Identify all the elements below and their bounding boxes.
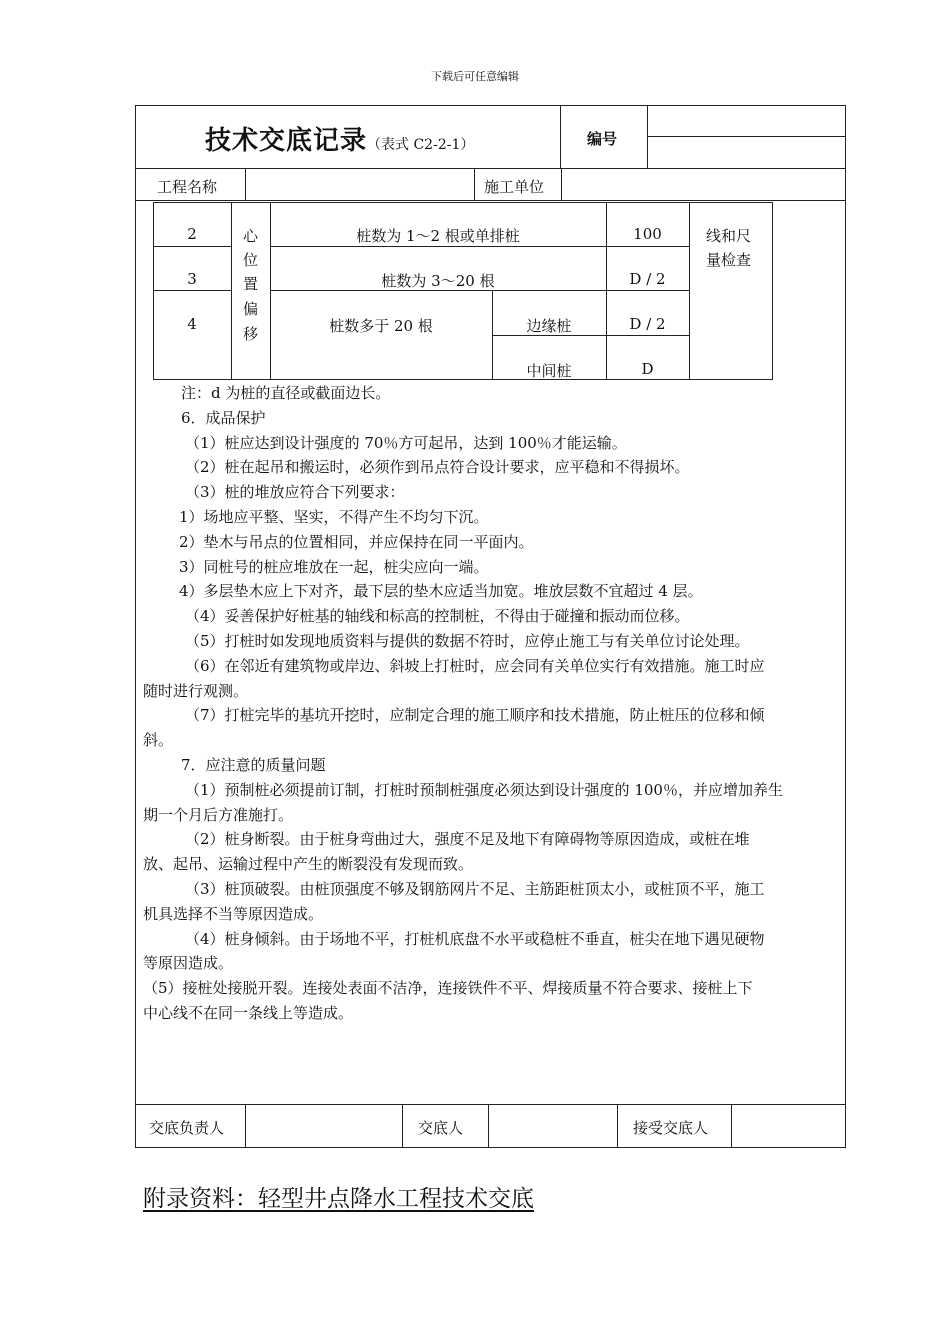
dev-group-char: 位 <box>242 251 258 269</box>
dev-sub-label: 边缘桩 <box>526 317 572 335</box>
body-line: （4）桩身倾斜。由于场地不平，打桩机底盘不水平或稳桩不垂直，桩尖在地下遇见硬物 <box>185 929 765 948</box>
form-title-text: 技术交底记录 <box>205 126 368 156</box>
body-line: 6．成品保护 <box>181 408 266 427</box>
body-line: （2）桩在起吊和搬运时，必须作到吊点符合设计要求，应平稳和不得损坏。 <box>185 458 690 477</box>
body-line: 1）场地应平整、坚实，不得产生不均匀下沉。 <box>179 507 489 526</box>
body-line: 7．应注意的质量问题 <box>181 755 326 774</box>
body-line: （2）桩身断裂。由于桩身弯曲过大，强度不足及地下有障碍物等原因造成，或桩在堆 <box>185 830 750 849</box>
body-line: （1）桩应达到设计强度的 70％方可起吊，达到 100％才能运输。 <box>185 433 627 452</box>
project-col3 <box>561 168 562 200</box>
number-field-1[interactable] <box>650 108 842 134</box>
body-line: 4）多层垫木应上下对齐，最下层的垫木应适当加宽。堆放层数不宜超过 4 层。 <box>179 582 703 601</box>
dev-row-value: D <box>641 360 654 378</box>
body-line: （3）桩的堆放应符合下列要求： <box>185 483 405 502</box>
dev-method-line: 线和尺 <box>706 227 752 245</box>
dev-row1-line-b <box>270 246 689 247</box>
number-split-line <box>647 136 846 137</box>
dev-group-char: 移 <box>242 325 258 343</box>
responsible-field[interactable] <box>248 1107 399 1145</box>
footer-col3 <box>488 1104 489 1148</box>
project-name-field[interactable] <box>248 171 470 197</box>
body-line: 等原因造成。 <box>143 954 234 973</box>
title-divider <box>560 105 561 168</box>
receiver-label: 接受交底人 <box>633 1119 709 1137</box>
dev-row-desc: 桩数为 3～20 根 <box>381 272 495 290</box>
footer-col4 <box>617 1104 618 1148</box>
body-line: 3）同桩号的桩应堆放在一起，桩尖应向一端。 <box>179 557 489 576</box>
body-line: 随时进行观测。 <box>143 681 249 700</box>
discloser-field[interactable] <box>491 1107 614 1145</box>
dev-row1-line-a <box>153 246 231 247</box>
dev-group-char: 偏 <box>242 300 258 318</box>
dev-row-desc: 桩数为 1～2 根或单排桩 <box>356 227 520 245</box>
body-line: （5）打桩时如发现地质资料与提供的数据不符时，应停止施工与有关单位讨论处理。 <box>185 631 750 650</box>
dev-sub-label: 中间桩 <box>526 362 572 380</box>
footer-col1 <box>245 1104 246 1148</box>
dev-group-char: 心 <box>242 227 258 245</box>
body-line: （6）在邻近有建筑物或岸边、斜坡上打桩时，应会同有关单位实行有效措施。施工时应 <box>185 656 765 675</box>
project-col1 <box>245 168 246 200</box>
dev-row-value: D / 2 <box>629 270 666 288</box>
form-code: （表式 C2-2-1） <box>367 137 475 153</box>
body-line: 机具选择不当等原因造成。 <box>143 904 324 923</box>
body-line: （3）桩顶破裂。由桩顶强度不够及钢筋网片不足、主筋距桩顶太小，或桩顶不平，施工 <box>185 879 765 898</box>
dev-row-no: 3 <box>187 270 197 288</box>
body-line: 期一个月后方准施打。 <box>143 805 294 824</box>
dev-row-value: 100 <box>633 225 662 243</box>
dev-method-line: 量检查 <box>706 251 752 269</box>
body-line: 斜。 <box>143 731 174 750</box>
header-divider <box>135 168 846 169</box>
dev-row2-line-a <box>153 290 231 291</box>
footer-col2 <box>402 1104 403 1148</box>
footer-col5 <box>731 1104 732 1148</box>
header-note: 下载后可任意编辑 <box>431 70 519 83</box>
construction-unit-label: 施工单位 <box>484 178 545 196</box>
body-line: （4）妥善保护好桩基的轴线和标高的控制桩，不得由于碰撞和振动而位移。 <box>185 607 690 626</box>
project-row-divider <box>135 200 846 201</box>
body-line: 中心线不在同一条线上等造成。 <box>143 1003 354 1022</box>
responsible-label: 交底负责人 <box>149 1119 225 1137</box>
body-line: （7）打桩完毕的基坑开挖时，应制定合理的施工顺序和技术措施，防止桩压的位移和倾 <box>185 706 765 725</box>
dev-row-value: D / 2 <box>629 315 666 333</box>
dev-group-char: 置 <box>242 275 258 293</box>
dev-row-no: 2 <box>187 225 197 243</box>
footer-divider <box>135 1104 846 1105</box>
project-col2 <box>474 168 475 200</box>
disclosure-body <box>143 381 838 1026</box>
number-label: 编号 <box>587 130 618 148</box>
body-line: （1）预制桩必须提前订制，打桩时预制桩强度必须达到设计强度的 100％，并应增加养生 <box>185 780 783 799</box>
body-line: 注：d 为桩的直径或截面边长。 <box>181 384 391 402</box>
body-line: 2）垫木与吊点的位置相同，并应保持在同一平面内。 <box>179 532 534 551</box>
number-field-2[interactable] <box>650 139 842 165</box>
construction-unit-field[interactable] <box>564 171 842 197</box>
dev-row-no: 4 <box>187 315 197 333</box>
body-line: （5）接桩处接脱开裂。连接处表面不洁净，连接铁件不平、焊接质量不符合要求、接桩上下 <box>143 979 753 998</box>
body-line: 放、起吊、运输过程中产生的断裂没有发现而致。 <box>143 855 474 874</box>
discloser-label: 交底人 <box>418 1119 464 1137</box>
appendix-title: 附录资料：轻型井点降水工程技术交底 <box>143 1186 534 1212</box>
dev-row-desc: 桩数多于 20 根 <box>329 317 433 335</box>
project-name-label: 工程名称 <box>157 178 218 196</box>
form-title <box>205 120 474 157</box>
receiver-field[interactable] <box>734 1107 842 1145</box>
